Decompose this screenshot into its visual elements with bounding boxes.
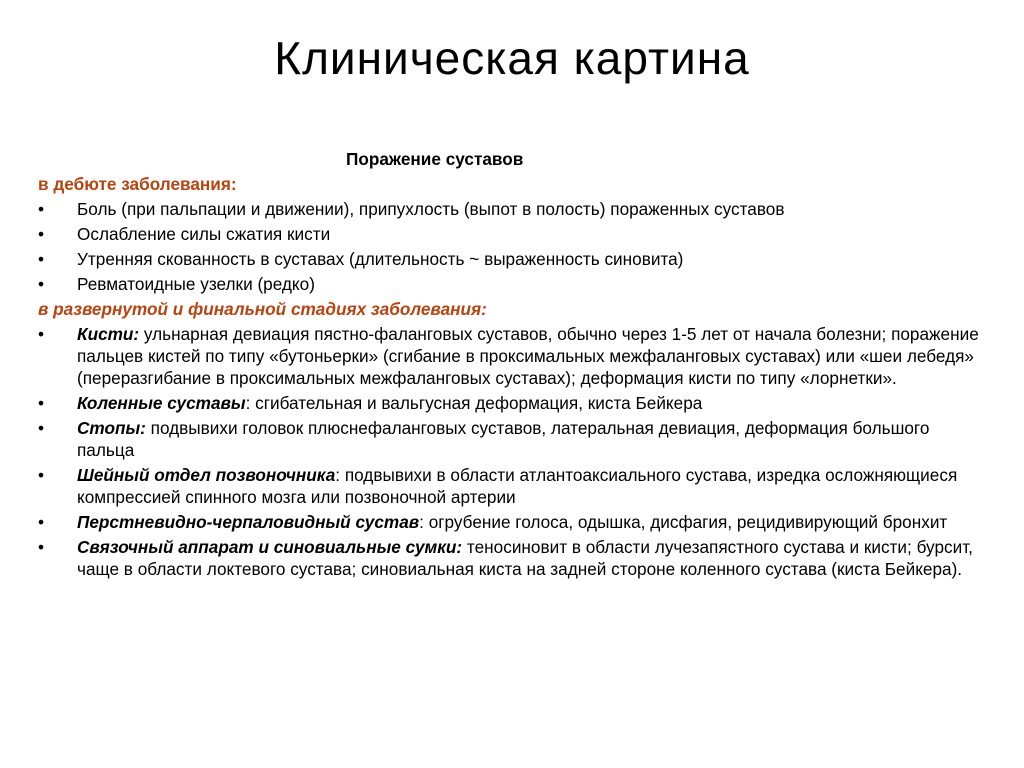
bullet: • <box>38 249 45 269</box>
bullet: • <box>38 274 45 294</box>
item-text: теносиновит в области лучезапястного сустава и кисти; бурсит, чаще в области локтевого сустава; синовиальная киста на задней стороне коленного сустава (киста Бейкера). <box>77 537 973 579</box>
item-term: Перстневидно-черпаловидный сустав <box>77 512 420 532</box>
item-term: Шейный отдел позвоночника <box>77 465 336 485</box>
item-text: : подвывихи в области атлантоаксиального сустава, изредка осложняющиеся компрессией спинного мозга или позвоночной артерии <box>77 465 958 507</box>
item-text: Ревматоидные узелки (редко) <box>77 274 315 294</box>
list-item <box>38 323 988 389</box>
early-symptoms-list <box>38 198 988 295</box>
item-text: Утренняя скованность в суставах (длительность ~ выраженность синовита) <box>77 249 684 269</box>
item-term: Кисти: <box>77 324 140 344</box>
section-late-heading: в развернутой и финальной стадиях заболевания: <box>38 299 487 319</box>
item-text: Боль (при пальпации и движении), припухлость (выпот в полость) пораженных суставов <box>77 199 785 219</box>
bullet: • <box>38 512 45 532</box>
bullet: • <box>38 537 45 557</box>
bullet: • <box>38 224 45 244</box>
list-item <box>38 248 988 270</box>
list-item <box>38 511 988 533</box>
list-item <box>38 392 988 414</box>
list-item <box>38 417 988 461</box>
bullet: • <box>38 324 45 344</box>
item-term: Стопы: <box>77 418 146 438</box>
item-text: Ослабление силы сжатия кисти <box>77 224 331 244</box>
item-text: : огрубение голоса, одышка, дисфагия, рецидивирующий бронхит <box>419 512 948 532</box>
item-text: : сгибательная и вальгусная деформация, киста Бейкера <box>245 393 703 413</box>
list-item <box>38 273 988 295</box>
bullet: • <box>38 199 45 219</box>
list-item <box>38 464 988 508</box>
slide-title: Клиническая картина <box>274 32 750 84</box>
item-term: Связочный аппарат и синовиальные сумки: <box>77 537 463 557</box>
item-term: Коленные суставы <box>77 393 246 413</box>
section-early-heading: в дебюте заболевания: <box>38 174 237 194</box>
item-text: ульнарная девиация пястно-фаланговых суставов, обычно через 1-5 лет от начала болезни; поражение пальцев кистей по типу «бутоньерки» (сгибание в проксимальных межфаланговых суставах) или «шеи лебедя» (переразгибание в проксимальных межфаланговых суставах); деформация кисти по типу «лорнетки». <box>77 324 979 388</box>
list-item <box>38 223 988 245</box>
bullet: • <box>38 393 45 413</box>
item-text: подвывихи головок плюснефаланговых суставов, латеральная девиация, деформация большого пальца <box>77 418 930 460</box>
slide-content <box>38 148 988 583</box>
bullet: • <box>38 465 45 485</box>
list-item <box>38 198 988 220</box>
subtitle: Поражение суставов <box>346 149 524 169</box>
list-item <box>38 536 988 580</box>
late-symptoms-list <box>38 323 988 580</box>
bullet: • <box>38 418 45 438</box>
